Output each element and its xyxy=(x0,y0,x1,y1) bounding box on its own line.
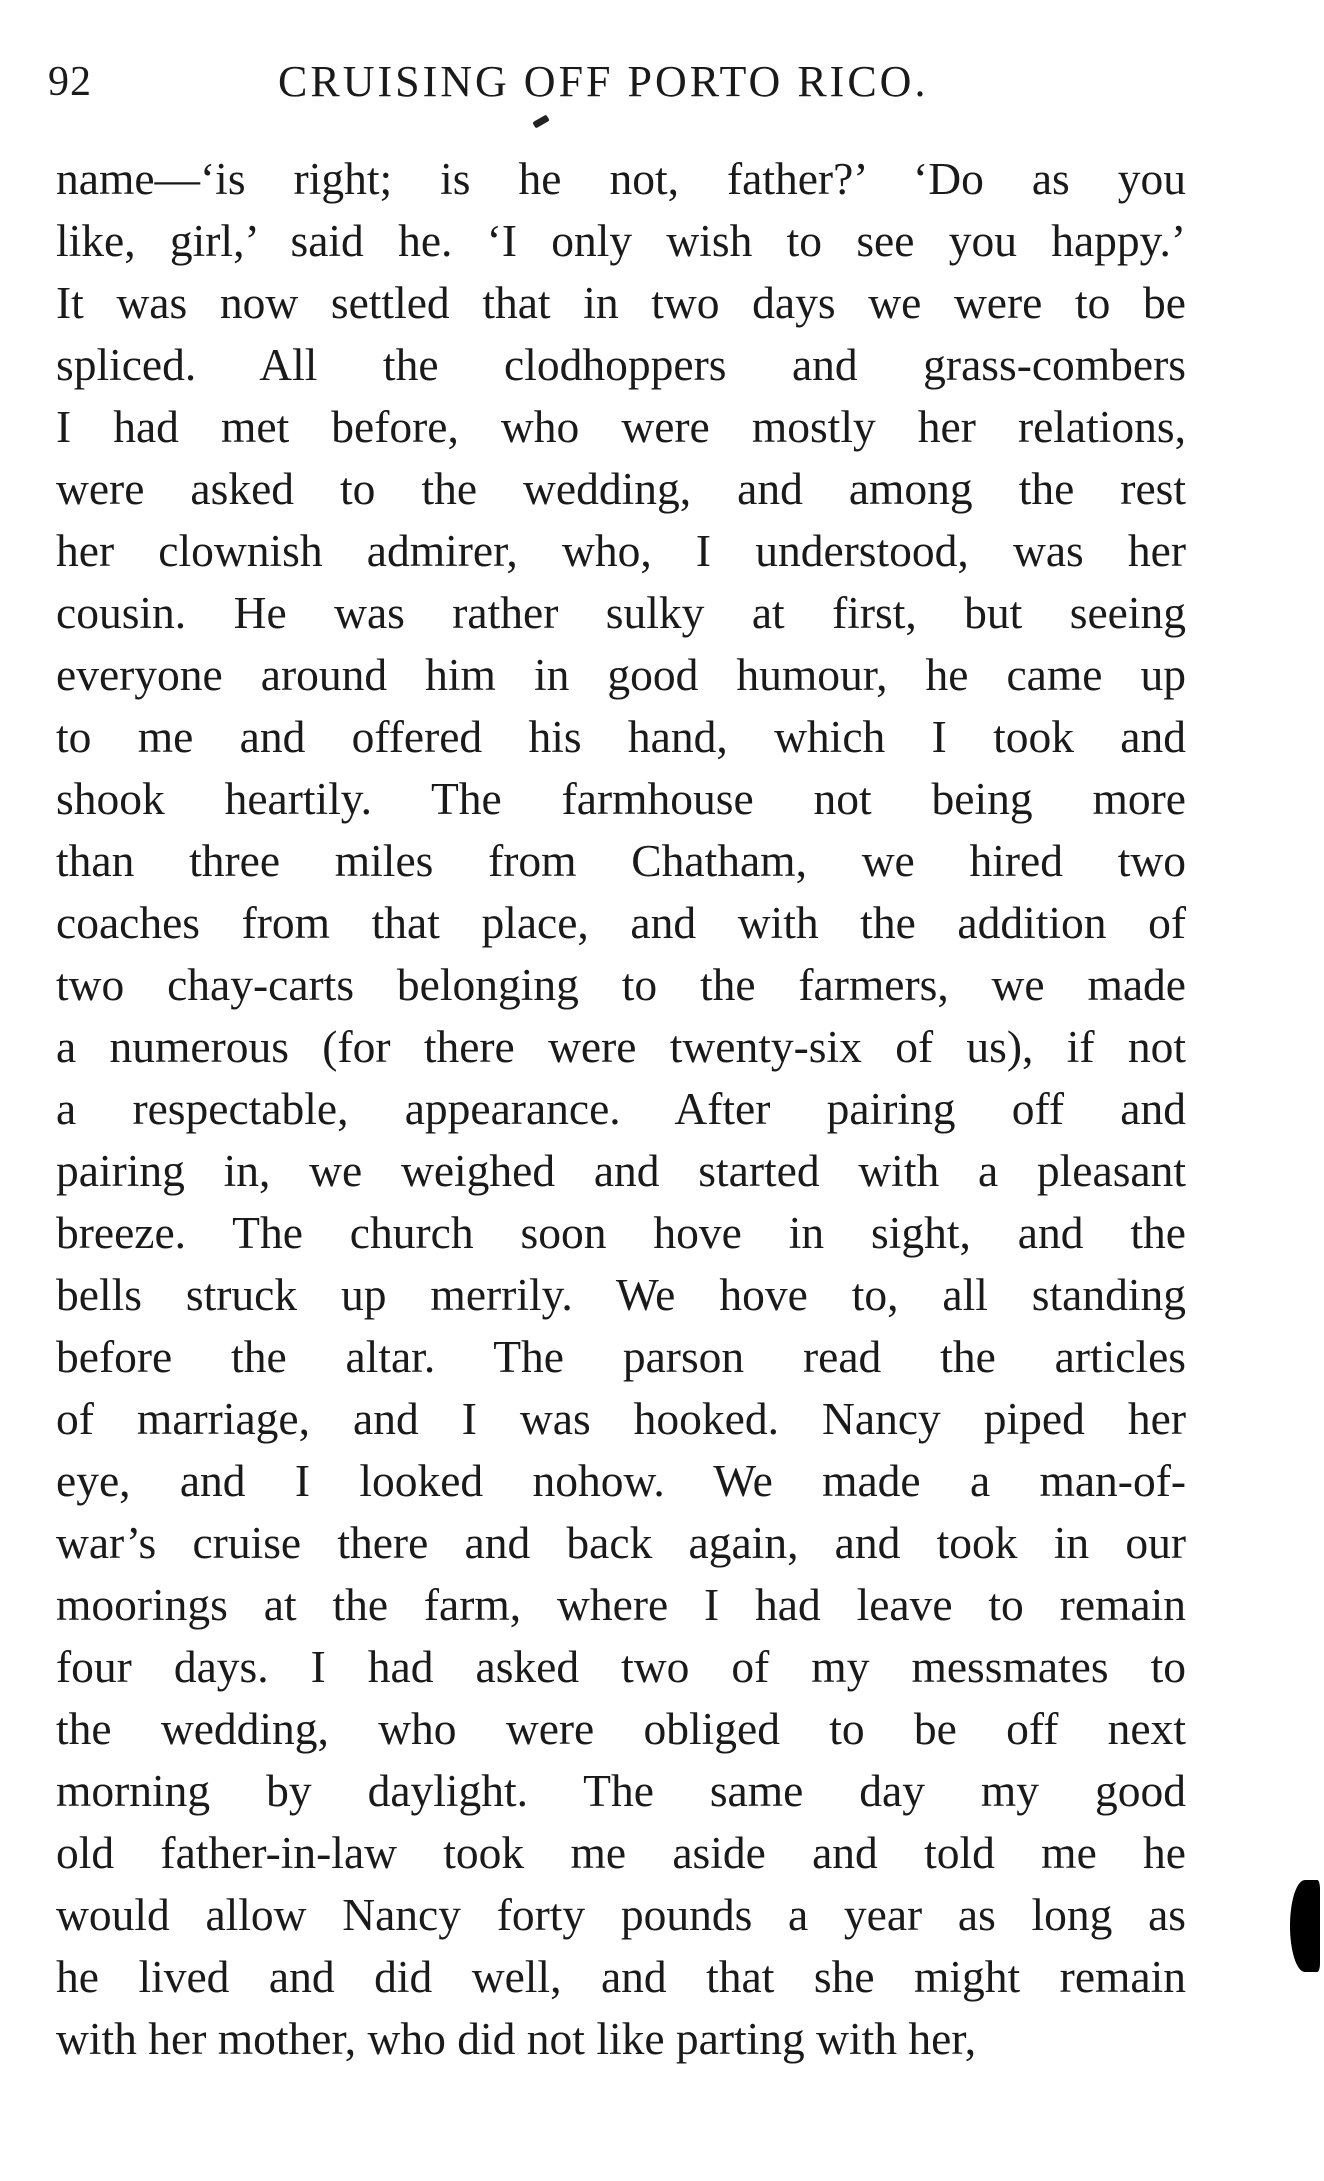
text-line: eye, and I looked nohow. We made a man-of- xyxy=(56,1455,1186,1506)
text-line: two chay-carts belonging to the farmers, we made xyxy=(56,959,1186,1010)
text-line: breeze. The church soon hove in sight, and the xyxy=(56,1207,1186,1258)
body-text xyxy=(56,148,1186,2070)
text-line: spliced. All the clodhoppers and grass-combers xyxy=(56,339,1186,390)
text-line: of marriage, and I was hooked. Nancy piped her xyxy=(56,1393,1186,1444)
text-line: were asked to the wedding, and among the rest xyxy=(56,463,1186,514)
text-line: before the altar. The parson read the articles xyxy=(56,1331,1186,1382)
text-line: name—‘is right; is he not, father?’ ‘Do as you xyxy=(56,153,1186,204)
page-number: 92 xyxy=(48,59,92,105)
running-head xyxy=(48,52,1048,112)
text-line: morning by daylight. The same day my good xyxy=(56,1765,1186,1816)
text-line: like, girl,’ said he. ‘I only wish to see you happy.’ xyxy=(56,215,1186,266)
text-line: the wedding, who were obliged to be off next xyxy=(56,1703,1186,1754)
text-line: It was now settled that in two days we were to be xyxy=(56,277,1186,328)
text-line: four days. I had asked two of my messmates to xyxy=(56,1641,1186,1692)
text-line: coaches from that place, and with the addition of xyxy=(56,897,1186,948)
text-line: war’s cruise there and back again, and took in our xyxy=(56,1517,1186,1568)
text-line: would allow Nancy forty pounds a year as long as xyxy=(56,1889,1186,1940)
text-line: her clownish admirer, who, I understood, was her xyxy=(56,525,1186,576)
text-line: everyone around him in good humour, he came up xyxy=(56,649,1186,700)
text-line: a numerous (for there were twenty-six of us), if not xyxy=(56,1021,1186,1072)
text-line: shook heartily. The farmhouse not being more xyxy=(56,773,1186,824)
running-title: CRUISING OFF PORTO RICO. xyxy=(278,57,929,106)
text-line: to me and offered his hand, which I took and xyxy=(56,711,1186,762)
text-line: old father-in-law took me aside and told me he xyxy=(56,1827,1186,1878)
text-line: he lived and did well, and that she might remain xyxy=(56,1951,1186,2002)
text-line: with her mother, who did not like parting with her, xyxy=(56,2013,977,2064)
text-line: cousin. He was rather sulky at first, but seeing xyxy=(56,587,1186,638)
text-line: moorings at the farm, where I had leave to remain xyxy=(56,1579,1186,1630)
ink-mark xyxy=(532,114,549,128)
text-line: I had met before, who were mostly her relations, xyxy=(56,401,1186,452)
text-line: pairing in, we weighed and started with a pleasant xyxy=(56,1145,1186,1196)
page-edge-blot xyxy=(1290,1880,1320,1972)
text-line: a respectable, appearance. After pairing off and xyxy=(56,1083,1186,1134)
text-line: than three miles from Chatham, we hired two xyxy=(56,835,1186,886)
text-line: bells struck up merrily. We hove to, all standing xyxy=(56,1269,1186,1320)
